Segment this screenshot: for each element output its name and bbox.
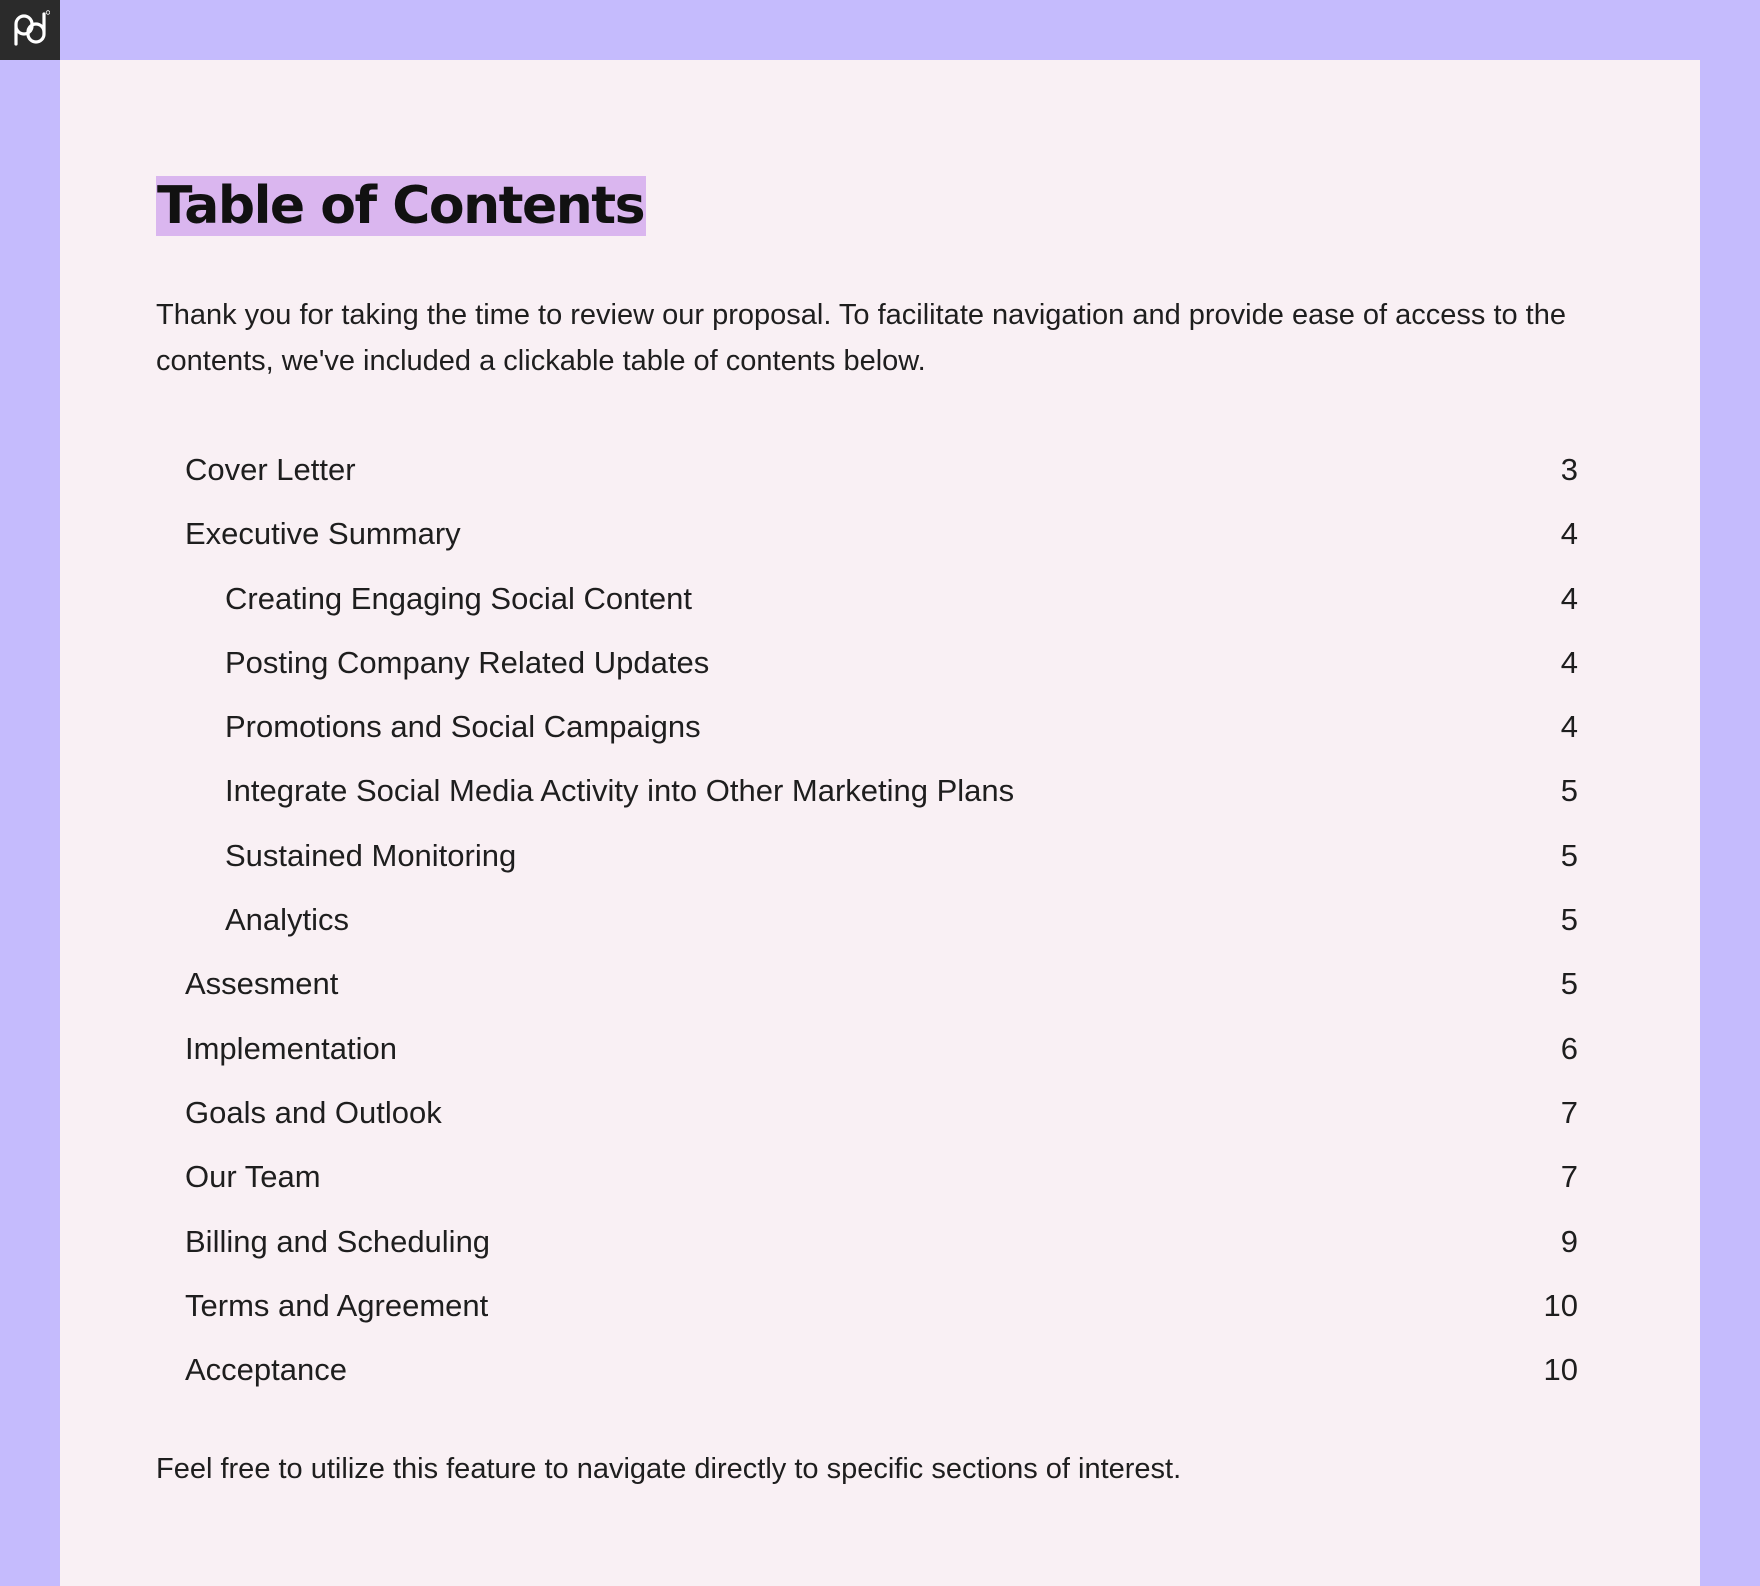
toc-entry[interactable] [156, 438, 1578, 502]
toc-entry[interactable] [156, 502, 1578, 566]
toc-entry[interactable] [156, 952, 1578, 1016]
toc-entry[interactable] [156, 1017, 1578, 1081]
toc-entry-label[interactable]: Terms and Agreement [185, 1287, 489, 1323]
toc-entry-page-number[interactable]: 7 [1560, 1159, 1578, 1195]
app-logo[interactable] [0, 0, 60, 60]
toc-entry-label[interactable]: Billing and Scheduling [185, 1223, 491, 1259]
toc-entry-page-number[interactable]: 4 [1560, 516, 1578, 552]
table-of-contents [156, 438, 1578, 1402]
toc-entry[interactable] [156, 1274, 1578, 1338]
toc-entry-page-number[interactable]: 5 [1560, 966, 1578, 1002]
toc-entry-page-number[interactable]: 4 [1560, 580, 1578, 616]
toc-entry-label[interactable]: Analytics [225, 902, 350, 938]
toc-entry[interactable] [156, 888, 1578, 952]
intro-paragraph: Thank you for taking the time to review our proposal. To facilitate navigation and provide ease of access to the contents, we've included a clickable table of contents below. [156, 299, 1566, 377]
toc-entry-page-number[interactable]: 7 [1560, 1094, 1578, 1130]
toc-entry-label[interactable]: Promotions and Social Campaigns [225, 709, 701, 745]
toc-entry-label[interactable]: Goals and Outlook [185, 1094, 442, 1130]
document-content [156, 60, 1578, 1492]
toc-entry-page-number[interactable]: 5 [1560, 773, 1578, 809]
toc-entry[interactable] [156, 1145, 1578, 1209]
toc-entry-label[interactable]: Integrate Social Media Activity into Other Marketing Plans [225, 773, 1015, 809]
toc-entry-label[interactable]: Sustained Monitoring [225, 837, 517, 873]
toc-entry-label[interactable]: Executive Summary [185, 516, 461, 552]
toc-entry[interactable] [156, 824, 1578, 888]
toc-entry-page-number[interactable]: 3 [1560, 452, 1578, 487]
toc-entry-label[interactable]: Implementation [185, 1030, 397, 1066]
document-page [60, 60, 1700, 1586]
toc-entry-page-number[interactable]: 4 [1560, 644, 1578, 680]
toc-entry-page-number[interactable]: 9 [1560, 1223, 1578, 1259]
toc-entry-page-number[interactable]: 4 [1560, 709, 1578, 745]
toc-entry[interactable] [156, 695, 1578, 759]
toc-entry-page-number[interactable]: 10 [1543, 1352, 1578, 1388]
pandadoc-logo-icon [10, 10, 50, 50]
toc-entry[interactable] [156, 759, 1578, 823]
toc-entry[interactable] [156, 1081, 1578, 1145]
page-title: Table of Contents [157, 176, 645, 236]
toc-entry[interactable] [156, 1210, 1578, 1274]
toc-entry-label[interactable]: Assesment [185, 966, 339, 1002]
toc-entry[interactable] [156, 567, 1578, 631]
outro-paragraph: Feel free to utilize this feature to navigate directly to specific sections of interest. [156, 1453, 1182, 1486]
toc-entry-label[interactable]: Creating Engaging Social Content [225, 580, 693, 616]
toc-entry[interactable] [156, 1338, 1578, 1402]
toc-entry-label[interactable]: Acceptance [185, 1352, 347, 1388]
toc-entry-page-number[interactable]: 5 [1560, 902, 1578, 938]
toc-entry-page-number[interactable]: 10 [1543, 1287, 1578, 1323]
toc-entry-page-number[interactable]: 6 [1560, 1030, 1578, 1066]
toc-entry-page-number[interactable]: 5 [1560, 837, 1578, 873]
toc-entry-label[interactable]: Cover Letter [185, 452, 356, 487]
title-block [156, 176, 1578, 236]
toc-entry[interactable] [156, 631, 1578, 695]
toc-entry-label[interactable]: Posting Company Related Updates [225, 644, 710, 680]
toc-entry-label[interactable]: Our Team [185, 1159, 321, 1195]
